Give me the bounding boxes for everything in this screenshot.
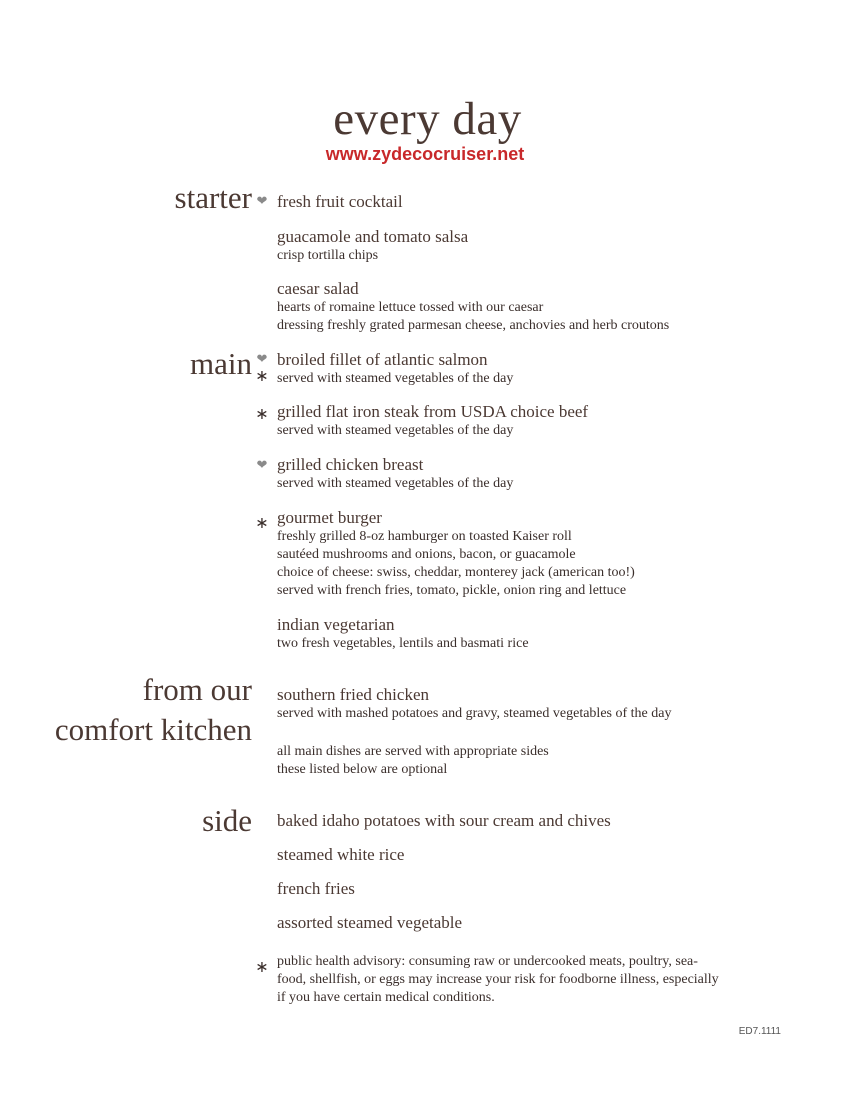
item-description: served with french fries, tomato, pickle, onion ring and lettuce [277, 583, 627, 598]
menu-item-rice [277, 845, 817, 865]
advisory-line: public health advisory: consuming raw or undercooked meats, poultry, sea- [277, 954, 698, 969]
item-name: grilled flat iron steak from USDA choice beef [277, 402, 589, 421]
item-description: hearts of romaine lettuce tossed with our caesar [277, 300, 544, 315]
sides-note [277, 743, 817, 779]
menu-item-caesar [277, 279, 817, 335]
item-name: gourmet burger [277, 508, 382, 527]
menu-item-vegetarian [277, 615, 817, 653]
item-description: served with steamed vegetables of the day [277, 423, 514, 438]
item-description: sautéed mushrooms and onions, bacon, or guacamole [277, 547, 576, 562]
menu-item-fried-chicken [277, 685, 817, 723]
item-name: grilled chicken breast [277, 455, 424, 474]
item-description: choice of cheese: swiss, cheddar, monterey jack (american too!) [277, 565, 635, 580]
item-description: served with steamed vegetables of the day [277, 371, 514, 386]
item-name: fresh fruit cocktail [277, 192, 403, 211]
item-name: assorted steamed vegetable [277, 913, 463, 932]
asterisk-icon: ∗ [255, 513, 269, 532]
item-description: served with steamed vegetables of the day [277, 476, 514, 491]
category-comfort-line1: from our [142, 672, 252, 707]
health-advisory [277, 953, 817, 1007]
item-description: freshly grilled 8-oz hamburger on toasted Kaiser roll [277, 529, 572, 544]
category-comfort-line2: comfort kitchen [54, 712, 252, 747]
category-main: main [190, 346, 252, 381]
menu-item-guacamole [277, 227, 817, 265]
menu-title: every day [333, 93, 522, 145]
item-name: french fries [277, 879, 355, 898]
item-name: caesar salad [277, 279, 359, 298]
asterisk-icon: ∗ [255, 957, 269, 976]
item-description: dressing freshly grated parmesan cheese, anchovies and herb croutons [277, 318, 670, 333]
item-name: southern fried chicken [277, 685, 429, 704]
menu-item-vegetable [277, 913, 817, 933]
category-starter: starter [174, 180, 252, 215]
category-side: side [202, 803, 252, 838]
menu-item-potatoes [277, 811, 817, 831]
menu-item-chicken [277, 455, 817, 493]
item-name: indian vegetarian [277, 615, 395, 634]
item-description: two fresh vegetables, lentils and basmati rice [277, 636, 529, 651]
heart-icon: ❤ [256, 352, 268, 367]
asterisk-icon: ∗ [255, 404, 269, 423]
menu-item-burger [277, 508, 817, 600]
watermark-url: www.zydecocruiser.net [325, 144, 525, 164]
item-name: baked idaho potatoes with sour cream and chives [277, 811, 611, 830]
advisory-line: food, shellfish, or eggs may increase your risk for foodborne illness, especially [277, 972, 719, 987]
item-name: guacamole and tomato salsa [277, 227, 469, 246]
item-description: crisp tortilla chips [277, 248, 379, 263]
menu-item-fries [277, 879, 817, 899]
heart-icon: ❤ [256, 194, 268, 209]
note-line: these listed below are optional [277, 762, 448, 777]
menu-item-fruit [277, 192, 817, 212]
advisory-line: if you have certain medical conditions. [277, 990, 495, 1005]
asterisk-icon: ∗ [255, 366, 269, 385]
heart-icon: ❤ [256, 458, 268, 473]
item-name: steamed white rice [277, 845, 405, 864]
item-description: served with mashed potatoes and gravy, steamed vegetables of the day [277, 706, 672, 721]
note-line: all main dishes are served with appropriate sides [277, 744, 549, 759]
document-code: ED7.1111 [738, 1026, 781, 1037]
menu-item-salmon [277, 350, 817, 388]
menu-item-steak [277, 402, 817, 440]
item-name: broiled fillet of atlantic salmon [277, 350, 488, 369]
